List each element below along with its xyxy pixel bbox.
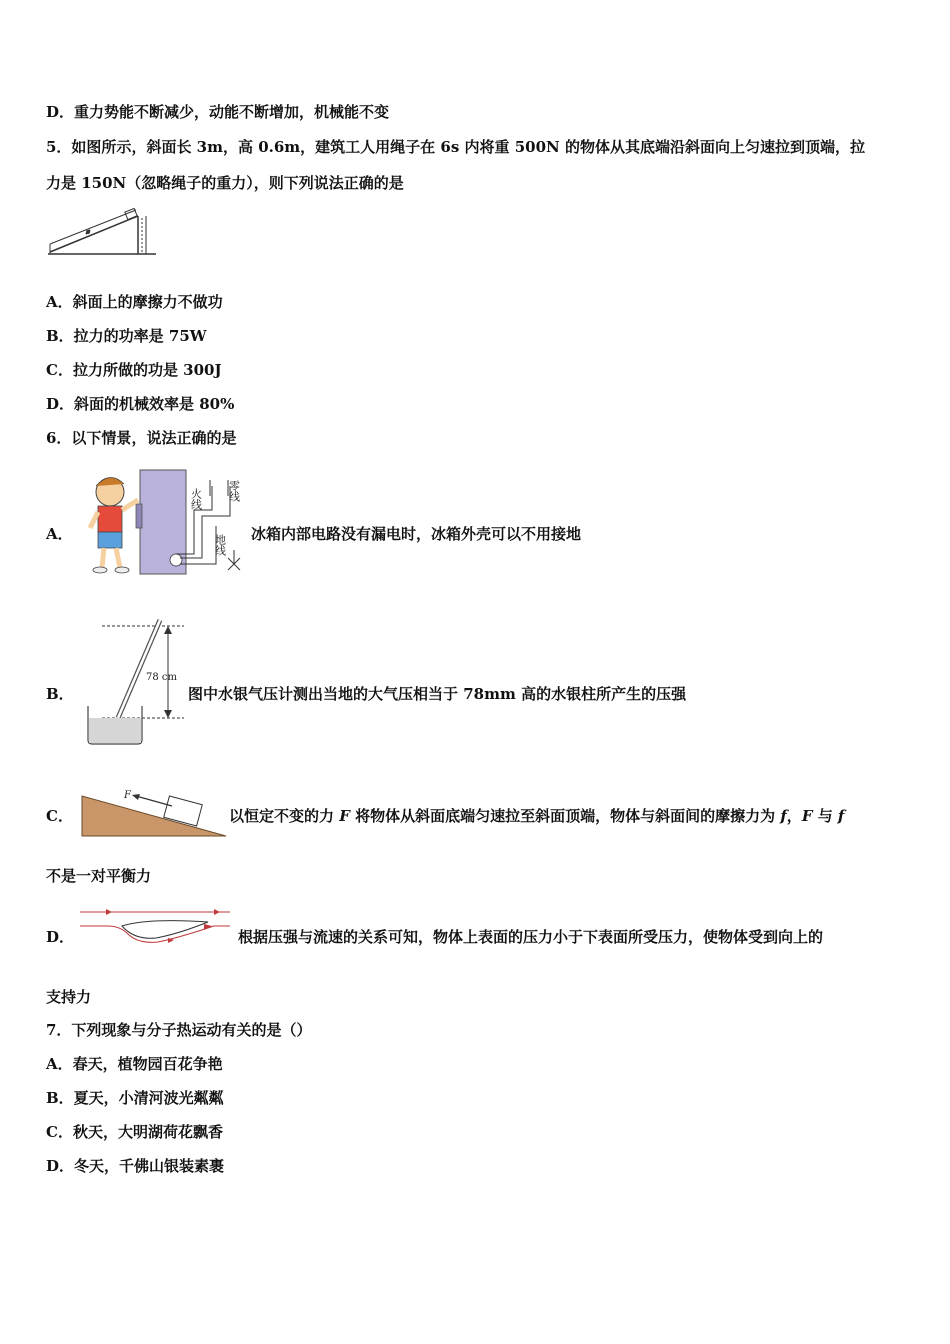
force-f-label: F: [124, 790, 131, 801]
q6-c-text: 以恒定不变的力 F 将物体从斜面底端匀速拉至斜面顶端，物体与斜面间的摩擦力为 f，F 与 f: [229, 807, 845, 825]
q6-d-label: D．: [46, 928, 75, 946]
q5-option-b: B．拉力的功率是 75W: [46, 327, 207, 345]
q5-stem-line1: 5．如图所示，斜面长 3m，高 0.6m，建筑工人用绳子在 6s 内将重 500N 的物体从其底端沿斜面向上匀速拉到顶端，拉: [46, 138, 865, 156]
q7-stem: 7．下列现象与分子热运动有关的是（）: [46, 1021, 312, 1039]
live-wire-label: 火线: [189, 488, 203, 510]
q7-option-c: C．秋天，大明湖荷花飘香: [46, 1123, 223, 1141]
q5-option-d: D．斜面的机械效率是 80%: [46, 395, 235, 413]
q6-d-text: 根据压强与流速的关系可知，物体上表面的压力小于下表面所受压力，使物体受到向上的: [238, 928, 824, 946]
ground-wire-label: 地线: [213, 534, 227, 556]
fridge-figure: [76, 466, 248, 584]
q6-b-label: B．: [46, 685, 74, 703]
q6-d-text-cont: 支持力: [46, 988, 92, 1006]
q6-a-text: 冰箱内部电路没有漏电时，冰箱外壳可以不用接地: [251, 525, 582, 543]
airfoil-figure: [78, 904, 234, 952]
q5-stem-line2: 力是 150N（忽略绳子的重力），则下列说法正确的是: [46, 174, 404, 192]
incline-force-figure: [80, 786, 228, 838]
q6-c-text-cont: 不是一对平衡力: [46, 867, 152, 885]
incline-figure: [46, 204, 158, 260]
q7-option-b: B．夏天，小清河波光粼粼: [46, 1089, 224, 1107]
barometer-figure: [84, 614, 186, 748]
height-label: 78 cm: [146, 672, 177, 683]
q6-stem: 6．以下情景，说法正确的是: [46, 429, 237, 447]
neutral-wire-label: 零线: [227, 480, 241, 502]
q7-option-d: D．冬天，千佛山银装素裹: [46, 1157, 225, 1175]
q6-c-label: C．: [46, 807, 73, 825]
q6-a-label: A．: [46, 525, 73, 543]
q5-option-a: A．斜面上的摩擦力不做功: [46, 293, 223, 311]
q6-b-text: 图中水银气压计测出当地的大气压相当于 78mm 高的水银柱所产生的压强: [188, 685, 687, 703]
q5-option-c: C．拉力所做的功是 300J: [46, 361, 222, 379]
q4-option-d: D．重力势能不断减少，动能不断增加，机械能不变: [46, 103, 390, 121]
q7-option-a: A．春天，植物园百花争艳: [46, 1055, 223, 1073]
